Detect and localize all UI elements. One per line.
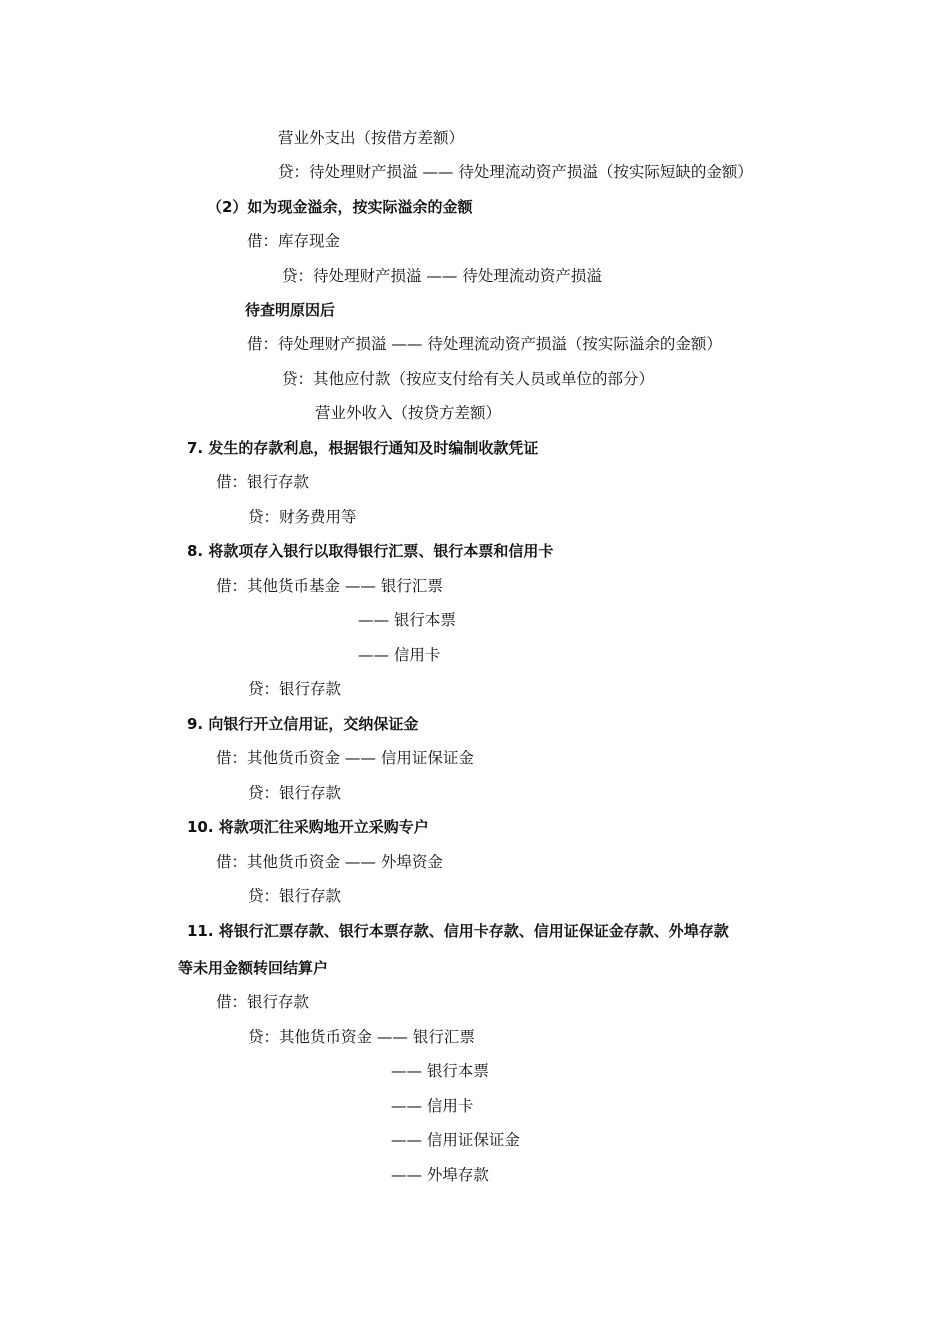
section-heading-continued: 等未用金额转回结算户 xyxy=(178,959,329,977)
subsection-heading: 待查明原因后 xyxy=(245,301,336,319)
text-line: 贷：银行存款 xyxy=(248,784,342,802)
text-line: —— 信用证保证金 xyxy=(391,1131,520,1149)
section-heading: 9. 向银行开立信用证，交纳保证金 xyxy=(187,715,419,733)
text-line: 借：库存现金 xyxy=(247,232,341,250)
subsection-heading: （2）如为现金溢余，按实际溢余的金额 xyxy=(207,198,473,216)
text-line: —— 银行本票 xyxy=(358,611,456,629)
text-line: 营业外收入（按贷方差额） xyxy=(315,404,502,422)
text-line: 贷：其他应付款（按应支付给有关人员或单位的部分） xyxy=(282,370,655,388)
text-line: 借：银行存款 xyxy=(216,473,310,491)
text-line: 借：银行存款 xyxy=(216,993,310,1011)
text-line: —— 信用卡 xyxy=(391,1097,474,1115)
text-line: 贷：银行存款 xyxy=(248,887,342,905)
text-line: 借：其他货币资金 —— 信用证保证金 xyxy=(216,749,474,767)
text-line: 借：其他货币基金 —— 银行汇票 xyxy=(216,577,443,595)
section-heading: 10. 将款项汇往采购地开立采购专户 xyxy=(187,818,429,836)
text-line: —— 银行本票 xyxy=(391,1062,489,1080)
section-heading: 11. 将银行汇票存款、银行本票存款、信用卡存款、信用证保证金存款、外埠存款 xyxy=(187,922,729,940)
text-line: 贷：银行存款 xyxy=(248,680,342,698)
text-line: 贷：其他货币资金 —— 银行汇票 xyxy=(248,1028,475,1046)
text-line: 借：待处理财产损溢 —— 待处理流动资产损溢（按实际溢余的金额） xyxy=(247,335,722,353)
text-line: —— 外埠存款 xyxy=(391,1166,489,1184)
text-line: 借：其他货币资金 —— 外埠资金 xyxy=(216,853,443,871)
text-line: 贷：待处理财产损溢 —— 待处理流动资产损溢 xyxy=(282,267,602,285)
section-heading: 7. 发生的存款利息，根据银行通知及时编制收款凭证 xyxy=(187,439,539,457)
text-line: 贷：待处理财产损溢 —— 待处理流动资产损溢（按实际短缺的金额） xyxy=(278,163,753,181)
section-heading: 8. 将款项存入银行以取得银行汇票、银行本票和信用卡 xyxy=(187,542,554,560)
text-line: —— 信用卡 xyxy=(358,646,441,664)
text-line: 营业外支出（按借方差额） xyxy=(278,129,465,147)
text-line: 贷：财务费用等 xyxy=(248,508,357,526)
